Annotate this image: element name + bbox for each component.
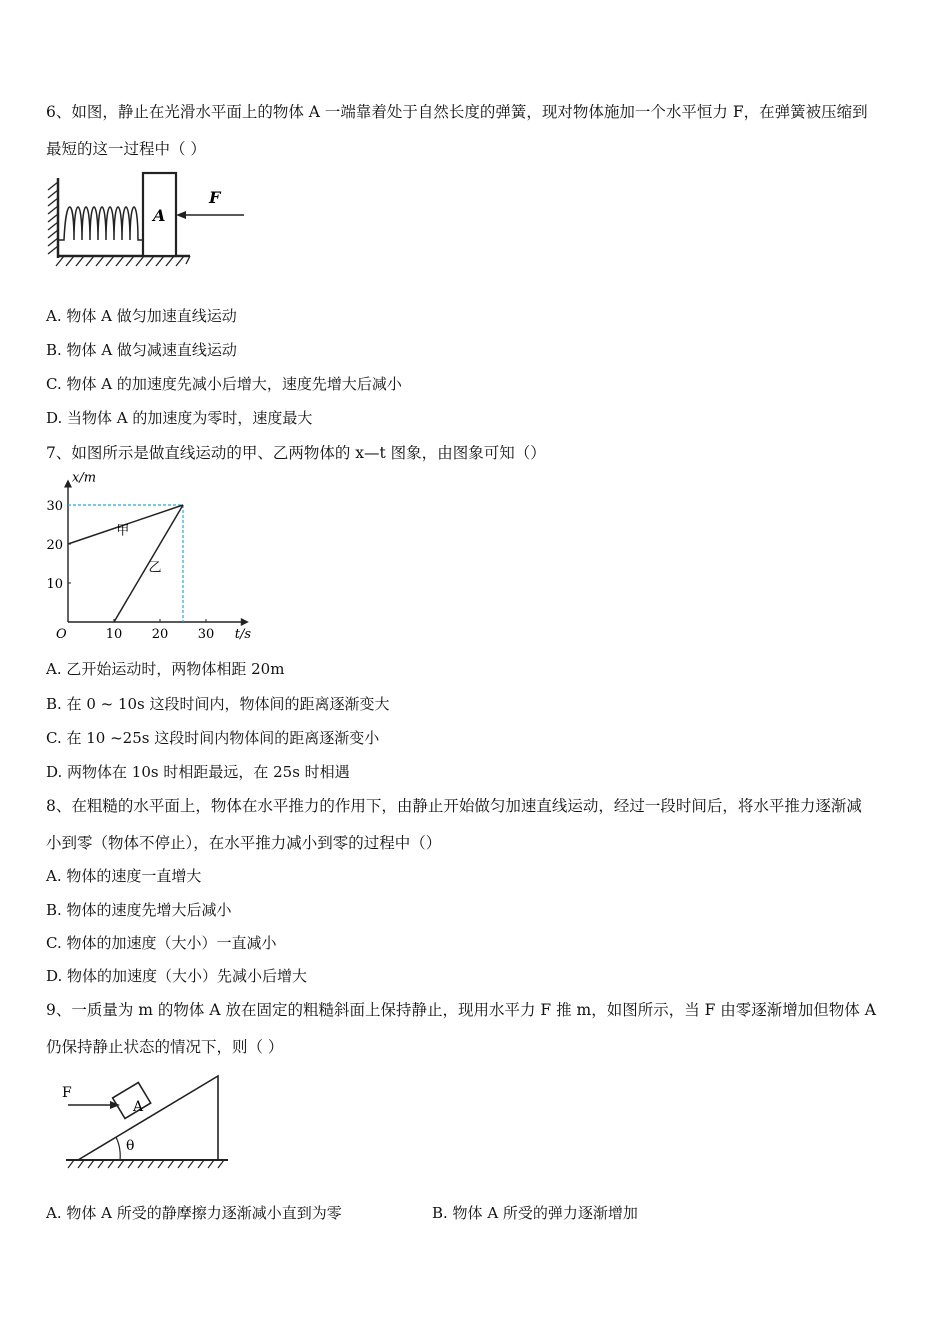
x-tick-label: 30 xyxy=(197,627,215,642)
y-axis-label: x/m xyxy=(72,472,97,486)
x-tick-label: 20 xyxy=(151,627,169,642)
q6-option-d: D. 当物体 A 的加速度为零时，速度最大 xyxy=(46,409,313,427)
x-axis-arrow-icon xyxy=(241,618,249,626)
q8-stem-line2: 小到零（物体不停止），在水平推力减小到零的过程中（） xyxy=(46,834,442,852)
spring-icon xyxy=(58,207,143,240)
q9-stem-line2: 仍保持静止状态的情况下，则（ ） xyxy=(46,1038,284,1056)
q7-option-c: C. 在 10 ~25s 这段时间内物体间的距离逐渐变小 xyxy=(46,729,380,747)
incline xyxy=(78,1076,218,1160)
q6-option-b: B. 物体 A 做匀减速直线运动 xyxy=(46,341,237,359)
q6-spring-figure xyxy=(44,168,254,274)
y-tick-label: 10 xyxy=(46,577,63,592)
q6-option-c: C. 物体 A 的加速度先减小后增大，速度先增大后减小 xyxy=(46,375,402,393)
q7-xt-chart xyxy=(40,472,260,648)
force-label: F xyxy=(209,188,221,207)
q8-option-c: C. 物体的加速度（大小）一直减小 xyxy=(46,934,277,952)
q9-option-b: B. 物体 A 所受的弹力逐渐增加 xyxy=(432,1204,638,1222)
q9-option-a: A. 物体 A 所受的静摩擦力逐渐减小直到为零 xyxy=(46,1204,342,1222)
q8-option-a: A. 物体的速度一直增大 xyxy=(46,867,202,885)
q9-stem-line1: 9、一质量为 m 的物体 A 放在固定的粗糙斜面上保持静止，现用水平力 F 推 m，如图所示，当 F 由零逐渐增加但物体 A xyxy=(46,1001,876,1019)
angle-label: θ xyxy=(126,1138,135,1154)
q8-option-b: B. 物体的速度先增大后减小 xyxy=(46,901,232,919)
q9-incline-figure xyxy=(60,1070,240,1176)
q6-stem-line2: 最短的这一过程中（ ） xyxy=(46,140,206,158)
force-arrow-icon xyxy=(176,211,186,219)
origin-label: O xyxy=(56,627,67,642)
q6-stem-line1: 6、如图，静止在光滑水平面上的物体 A 一端靠着处于自然长度的弹簧，现对物体施加一个水平恒力 F，在弹簧被压缩到 xyxy=(46,103,868,121)
y-tick-label: 20 xyxy=(46,538,63,553)
y-axis-arrow-icon xyxy=(64,480,72,488)
block-label: A xyxy=(153,206,166,225)
q8-option-d: D. 物体的加速度（大小）先减小后增大 xyxy=(46,967,308,985)
q7-option-a: A. 乙开始运动时，两物体相距 20m xyxy=(46,660,285,678)
q7-option-d: D. 两物体在 10s 时相距最远，在 25s 时相遇 xyxy=(46,763,350,781)
q8-stem-line1: 8、在粗糙的水平面上，物体在水平推力的作用下，由静止开始做匀加速直线运动，经过一段时间后，将水平推力逐渐减 xyxy=(46,797,862,815)
q7-option-b: B. 在 0 ~ 10s 这段时间内，物体间的距离逐渐变大 xyxy=(46,695,390,713)
block-a xyxy=(113,1082,151,1118)
force-label: F xyxy=(62,1085,72,1101)
q7-stem: 7、如图所示是做直线运动的甲、乙两物体的 x—t 图象，由图象可知（） xyxy=(46,444,546,462)
x-axis-label: t/s xyxy=(234,627,252,642)
x-tick-label: 10 xyxy=(105,627,123,642)
q6-option-a: A. 物体 A 做匀加速直线运动 xyxy=(46,307,237,325)
series-label-yi: 乙 xyxy=(148,560,162,576)
series-label-jia: 甲 xyxy=(116,523,130,539)
y-tick-label: 30 xyxy=(46,499,63,514)
block-label: A xyxy=(133,1099,144,1115)
